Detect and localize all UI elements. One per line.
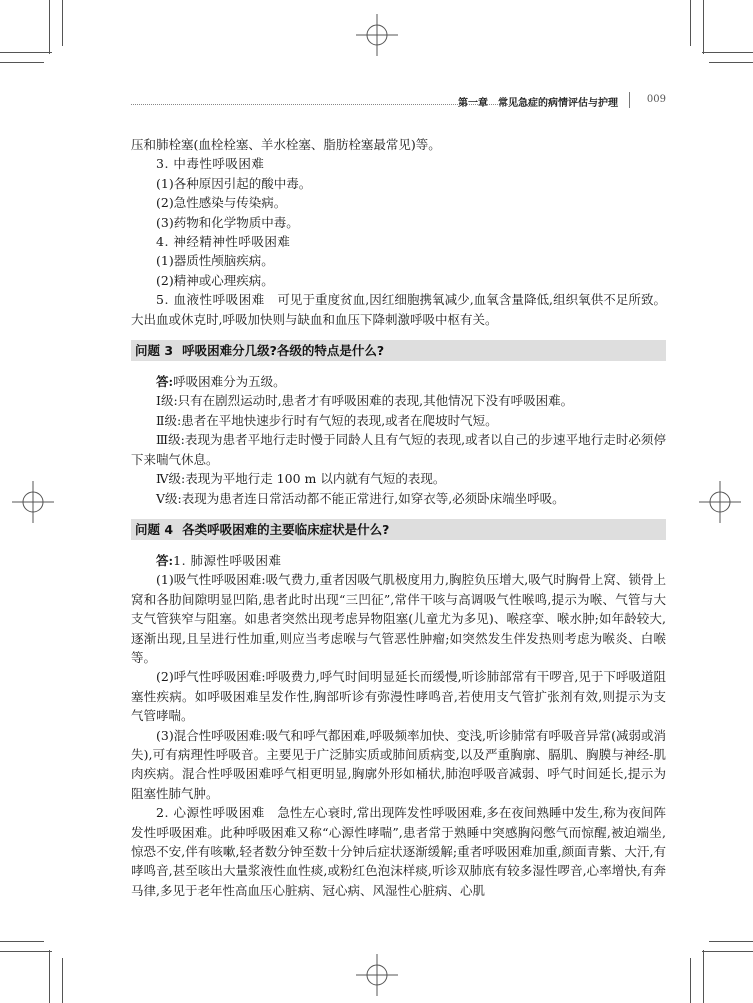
registration-mark-right — [699, 481, 741, 523]
paragraph-text: 压和肺栓塞(血栓栓塞、羊水栓塞、脂肪栓塞最常见)等。 — [131, 137, 441, 152]
crop-mark — [690, 0, 691, 46]
question-text: 呼吸困难分几级?各级的特点是什么? — [182, 343, 385, 359]
crop-mark — [0, 951, 52, 952]
answer-label: 答: — [156, 374, 174, 390]
paragraph-text: (2)呼气性呼吸困难:呼吸费力,呼气时间明显延长而缓慢,听诊肺部常有干啰音,见于下呼吸道阻塞性疾病。如呼吸困难呈发作性,胸部听诊有弥漫性哮鸣音,若使用支气管扩张剂有效,则提示为支气管哮喘。 — [131, 669, 666, 724]
crop-mark — [690, 958, 691, 1003]
question-heading — [131, 340, 666, 361]
subheading-text: 4. 神经精神性呼吸困难 — [156, 234, 291, 250]
crop-mark — [703, 0, 704, 54]
page-number: 009 — [646, 94, 666, 105]
paragraph — [131, 271, 666, 290]
registration-mark-bottom — [356, 954, 398, 996]
paragraph — [131, 411, 666, 430]
question-number: 问题 4 — [135, 521, 174, 537]
registration-mark-left — [12, 481, 54, 523]
paragraph — [131, 372, 666, 391]
paragraph — [131, 154, 666, 173]
paragraph-text: (3)药物和化学物质中毒。 — [156, 214, 299, 230]
paragraph — [131, 135, 666, 154]
answer-label: 答: — [156, 552, 174, 568]
subheading-text: 3. 中毒性呼吸困难 — [156, 156, 265, 172]
paragraph — [131, 570, 666, 667]
crop-mark — [62, 0, 63, 46]
paragraph — [131, 469, 666, 488]
running-header — [131, 92, 666, 110]
paragraph — [131, 290, 666, 329]
paragraph — [131, 551, 666, 570]
crop-mark — [703, 950, 704, 1003]
crop-mark — [702, 951, 753, 952]
paragraph-text: Ⅱ级:患者在平地快速步行时有气短的表现,或者在爬坡时气短。 — [156, 412, 498, 428]
crop-mark — [49, 0, 50, 54]
paragraph — [131, 251, 666, 270]
paragraph-text: 呼吸困难分为五级。 — [173, 374, 286, 390]
paragraph — [131, 726, 666, 804]
registration-mark-top — [356, 14, 398, 56]
crop-mark — [49, 950, 50, 1003]
crop-mark — [709, 62, 753, 63]
page-body — [131, 135, 666, 900]
paragraph — [131, 391, 666, 410]
crop-mark — [62, 958, 63, 1003]
paragraph-text: (3)混合性呼吸困难:吸气和呼气都困难,呼吸频率加快、变浅,听诊肺常有呼吸音异常(减弱或消失),可有病理性呼吸音。主要见于广泛肺实质或肺间质病变,以及严重胸廓、膈肌、胸膜与神经-肌肉疾病。混合性呼吸困难呼气相更明显,胸廓外形如桶状,肺泡呼吸音减弱、呼气时间延长,提示为阻塞性肺气肿。 — [131, 727, 666, 801]
paragraph — [131, 193, 666, 212]
crop-mark — [0, 52, 52, 53]
crop-mark — [702, 52, 753, 53]
question-number: 问题 3 — [135, 343, 174, 359]
paragraph — [131, 803, 666, 900]
paragraph-text: (2)精神或心理疾病。 — [156, 272, 274, 288]
paragraph — [131, 232, 666, 251]
paragraph-text: Ⅰ级:只有在剧烈运动时,患者才有呼吸困难的表现,其他情况下没有呼吸困难。 — [156, 393, 574, 409]
paragraph-text: Ⅳ级:表现为平地行走 100 m 以内就有气短的表现。 — [156, 471, 446, 487]
paragraph-text: 急性左心衰时,常出现阵发性呼吸困难,多在夜间熟睡中发生,称为夜间阵发性呼吸困难。此种呼吸困难又称“心源性哮喘”,患者常于熟睡中突感胸闷憋气而惊醒,被迫端坐,惊恐不安,伴有咳嗽,轻者数分钟至数十分钟后症状逐渐缓解;重者呼吸困难加重,颜面青紫、大汗,有哮鸣音,甚至咳出大量浆液性血性痰,或粉红色泡沫样痰,听诊双肺底有较多湿性啰音,心率增快,有奔马律,多见于老年性高血压心脏病、冠心病、风湿性心脏病、心肌 — [131, 805, 666, 898]
paragraph — [131, 174, 666, 193]
crop-mark — [709, 941, 753, 942]
paragraph-text: (1)吸气性呼吸困难:吸气费力,重者因吸气肌极度用力,胸腔负压增大,吸气时胸骨上窝、锁骨上窝和各肋间隙明显凹陷,患者此时出现“三凹征”,常伴干咳与高调吸气性喉鸣,提示为喉、气管与大支气管狭窄与阻塞。如患者突然出现考虑异物阻塞(儿童尤为多见)、喉痉挛、喉水肿;如年龄较大,逐渐出现,且呈进行性加重,则应当考虑喉与气管恶性肿瘤;如突然发生伴发热则考虑为喉炎、白喉等。 — [131, 572, 666, 665]
paragraph — [131, 213, 666, 232]
subheading-label: 5. 血液性呼吸困难 — [156, 292, 265, 308]
paragraph-text: (2)急性感染与传染病。 — [156, 195, 287, 211]
paragraph-text: Ⅴ级:表现为患者连日常活动都不能正常进行,如穿衣等,必须卧床端坐呼吸。 — [156, 490, 565, 506]
chapter-title: 第一章 常见急症的病情评估与护理 — [458, 98, 618, 109]
paragraph — [131, 489, 666, 508]
paragraph-text: 可见于重度贫血,因红细胞携氧减少,血氧含量降低,组织氧供不足所致。大出血或休克时,呼吸加快则与缺血和血压下降刺激呼吸中枢有关。 — [131, 292, 666, 327]
paragraph-text: (1)器质性颅脑疾病。 — [156, 253, 274, 269]
paragraph-text: Ⅲ级:表现为患者平地行走时慢于同龄人且有气短的表现,或者以自己的步速平地行走时必须停下来喘气休息。 — [131, 432, 666, 467]
subheading-label: 1. 肺源性呼吸困难 — [173, 552, 282, 568]
paragraph-text: (1)各种原因引起的酸中毒。 — [156, 175, 312, 191]
subheading-label: 2. 心源性呼吸困难 — [156, 805, 265, 821]
question-text: 各类呼吸困难的主要临床症状是什么? — [182, 521, 390, 537]
header-separator — [629, 92, 630, 108]
crop-mark — [0, 62, 44, 63]
paragraph — [131, 667, 666, 725]
crop-mark — [0, 941, 44, 942]
question-heading — [131, 519, 666, 540]
paragraph — [131, 430, 666, 469]
